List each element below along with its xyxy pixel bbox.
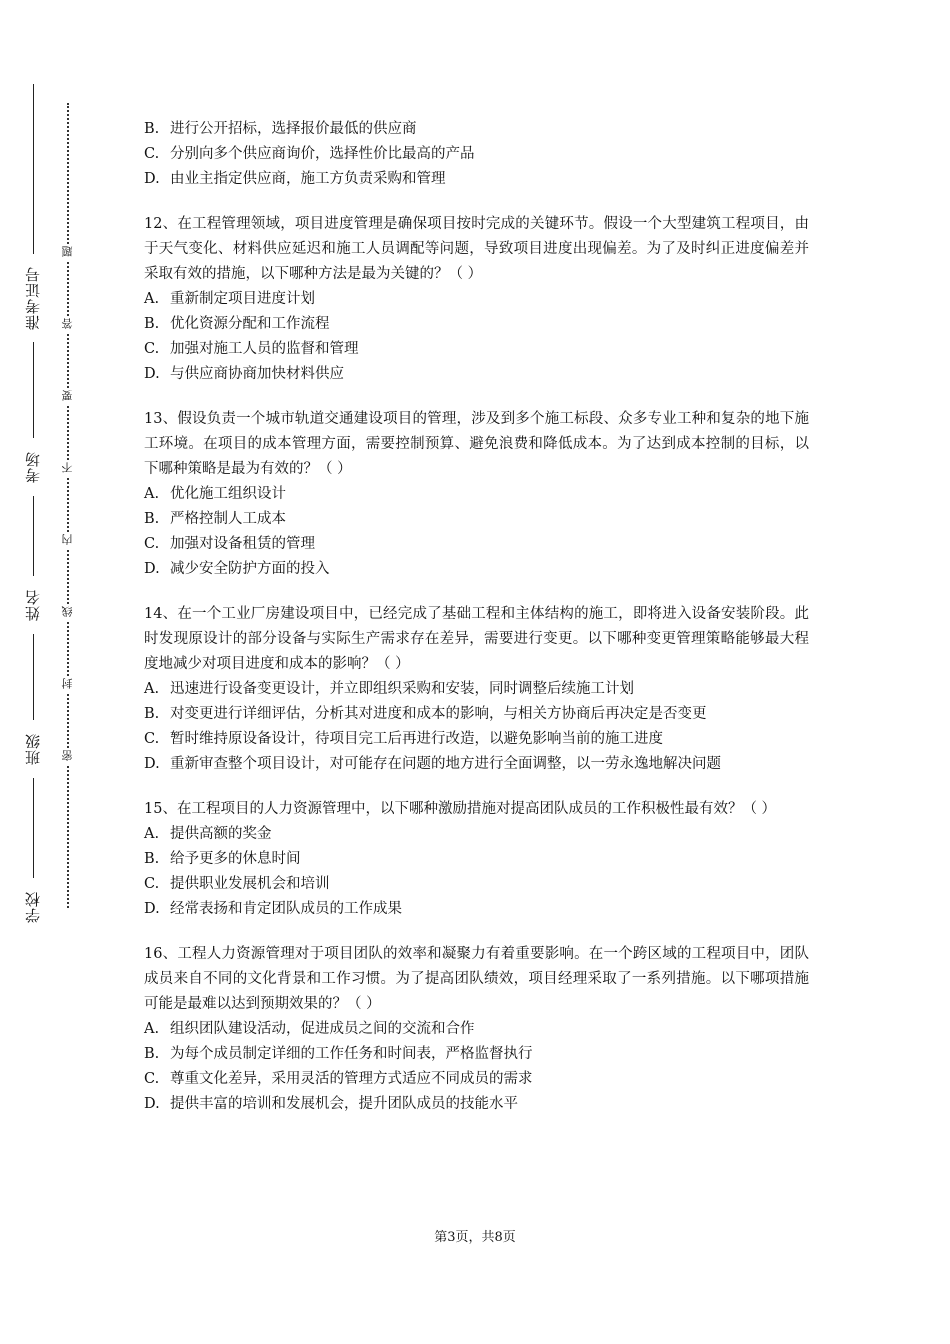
- option-letter: C.: [144, 341, 160, 357]
- binding-line: [33, 84, 34, 254]
- option-letter: B.: [144, 851, 160, 867]
- option-letter: D.: [144, 1096, 160, 1112]
- option-text: 减少安全防护方面的投入: [170, 561, 330, 577]
- page-footer: 第3页，共8页: [434, 1230, 516, 1245]
- question-stem: 16、工程人力资源管理对于项目团队的效率和凝聚力有着重要影响。在一个跨区域的工程项目中，团队成员来自不同的文化背景和工作习惯。为了提高团队绩效，项目经理采取了一系列措施。以下哪项措施可能是最难以达到预期效果的？（ ）: [144, 946, 809, 1012]
- option-letter: C.: [144, 876, 160, 892]
- option-text: 提供高额的奖金: [170, 826, 272, 842]
- binding-line: [33, 496, 34, 576]
- option-text: 重新审查整个项目设计，对可能存在问题的地方进行全面调整，以一劳永逸地解决问题: [170, 756, 721, 772]
- seal-char: 封: [60, 676, 76, 692]
- binding-margin: [0, 0, 95, 1344]
- seal-char: 线: [60, 604, 76, 620]
- option-c: [144, 337, 809, 362]
- question-16: [144, 942, 809, 1117]
- option-text: 进行公开招标，选择报价最低的供应商: [170, 121, 417, 137]
- option-c: [144, 727, 809, 752]
- seal-char: 内: [60, 532, 76, 548]
- option-b: [144, 507, 809, 532]
- seal-char: 题: [60, 244, 76, 260]
- option-text: 经常表扬和肯定团队成员的工作成果: [170, 901, 402, 917]
- school-label: 学校: [24, 891, 42, 923]
- name-label: 姓名: [24, 589, 42, 621]
- option-text: 迅速进行设备变更设计，并立即组织采购和安装，同时调整后续施工计划: [170, 681, 634, 697]
- option-b: [144, 117, 809, 142]
- option-a: [144, 677, 809, 702]
- option-letter: B.: [144, 1046, 160, 1062]
- question-14: [144, 602, 809, 777]
- option-text: 提供丰富的培训和发展机会，提升团队成员的技能水平: [170, 1096, 518, 1112]
- option-text: 给予更多的休息时间: [170, 851, 301, 867]
- option-text: 重新制定项目进度计划: [170, 291, 315, 307]
- question-12: [144, 212, 809, 387]
- option-letter: D.: [144, 171, 160, 187]
- binding-line: [33, 778, 34, 878]
- option-text: 提供职业发展机会和培训: [170, 876, 330, 892]
- option-text: 由业主指定供应商，施工方负责采购和管理: [170, 171, 446, 187]
- option-a: [144, 287, 809, 312]
- option-text: 优化施工组织设计: [170, 486, 286, 502]
- class-label: 班级: [24, 733, 42, 765]
- option-text: 尊重文化差异，采用灵活的管理方式适应不同成员的需求: [170, 1071, 533, 1087]
- option-letter: C.: [144, 1071, 160, 1087]
- question-13: [144, 407, 809, 582]
- option-text: 与供应商协商加快材料供应: [170, 366, 344, 382]
- option-a: [144, 482, 809, 507]
- option-d: [144, 557, 809, 582]
- option-text: 严格控制人工成本: [170, 511, 286, 527]
- option-text: 对变更进行详细评估，分析其对进度和成本的影响，与相关方协商后再决定是否变更: [170, 706, 707, 722]
- option-letter: C.: [144, 146, 160, 162]
- option-letter: B.: [144, 706, 160, 722]
- option-letter: D.: [144, 901, 160, 917]
- option-c: [144, 872, 809, 897]
- option-letter: D.: [144, 561, 160, 577]
- option-b: [144, 702, 809, 727]
- binding-line: [33, 342, 34, 438]
- option-text: 优化资源分配和工作流程: [170, 316, 330, 332]
- exam-room-label: 考场: [24, 451, 42, 483]
- option-letter: A.: [144, 1021, 160, 1037]
- option-d: [144, 362, 809, 387]
- option-text: 加强对施工人员的监督和管理: [170, 341, 359, 357]
- seal-dotted-line: [67, 103, 69, 908]
- option-c: [144, 532, 809, 557]
- option-letter: C.: [144, 536, 160, 552]
- option-letter: D.: [144, 756, 160, 772]
- option-letter: A.: [144, 486, 160, 502]
- option-c: [144, 1067, 809, 1092]
- binding-line: [33, 634, 34, 720]
- option-text: 组织团队建设活动，促进成员之间的交流和合作: [170, 1021, 475, 1037]
- question-stem: 14、在一个工业厂房建设项目中，已经完成了基础工程和主体结构的施工，即将进入设备安装阶段。此时发现原设计的部分设备与实际生产需求存在差异，需要进行变更。以下哪种变更管理策略能够最大程度地减少对项目进度和成本的影响？（ ）: [144, 606, 809, 672]
- question-stem: 12、在工程管理领域，项目进度管理是确保项目按时完成的关键环节。假设一个大型建筑工程项目，由于天气变化、材料供应延迟和施工人员调配等问题，导致项目进度出现偏差。为了及时纠正进度偏差并采取有效的措施，以下哪种方法是最为关键的？（ ）: [144, 216, 809, 282]
- option-text: 暂时维持原设备设计，待项目完工后再进行改造，以避免影响当前的施工进度: [170, 731, 663, 747]
- option-text: 加强对设备租赁的管理: [170, 536, 315, 552]
- option-letter: B.: [144, 316, 160, 332]
- option-letter: A.: [144, 826, 160, 842]
- option-letter: B.: [144, 511, 160, 527]
- option-a: [144, 822, 809, 847]
- seal-char: 答: [60, 316, 76, 332]
- option-letter: B.: [144, 121, 160, 137]
- option-letter: C.: [144, 731, 160, 747]
- option-text: 分别向多个供应商询价，选择性价比最高的产品: [170, 146, 475, 162]
- option-d: [144, 167, 809, 192]
- exam-content: [144, 117, 809, 1117]
- option-letter: A.: [144, 681, 160, 697]
- question-15: [144, 797, 809, 922]
- option-d: [144, 752, 809, 777]
- option-c: [144, 142, 809, 167]
- option-b: [144, 1042, 809, 1067]
- seal-char: 不: [60, 460, 76, 476]
- option-text: 为每个成员制定详细的工作任务和时间表，严格监督执行: [170, 1046, 533, 1062]
- option-a: [144, 1017, 809, 1042]
- option-d: [144, 1092, 809, 1117]
- option-letter: A.: [144, 291, 160, 307]
- q11-options-continued: [144, 117, 809, 192]
- question-stem: 13、假设负责一个城市轨道交通建设项目的管理，涉及到多个施工标段、众多专业工种和复杂的地下施工环境。在项目的成本管理方面，需要控制预算、避免浪费和降低成本。为了达到成本控制的目标，以下哪种策略是最为有效的？（ ）: [144, 411, 809, 477]
- option-letter: D.: [144, 366, 160, 382]
- seal-char: 密: [60, 748, 76, 764]
- option-b: [144, 847, 809, 872]
- option-b: [144, 312, 809, 337]
- seal-char: 要: [60, 388, 76, 404]
- exam-number-label: 准考证号: [24, 266, 42, 330]
- option-d: [144, 897, 809, 922]
- question-stem: 15、在工程项目的人力资源管理中，以下哪种激励措施对提高团队成员的工作积极性最有效？（ ）: [144, 801, 777, 817]
